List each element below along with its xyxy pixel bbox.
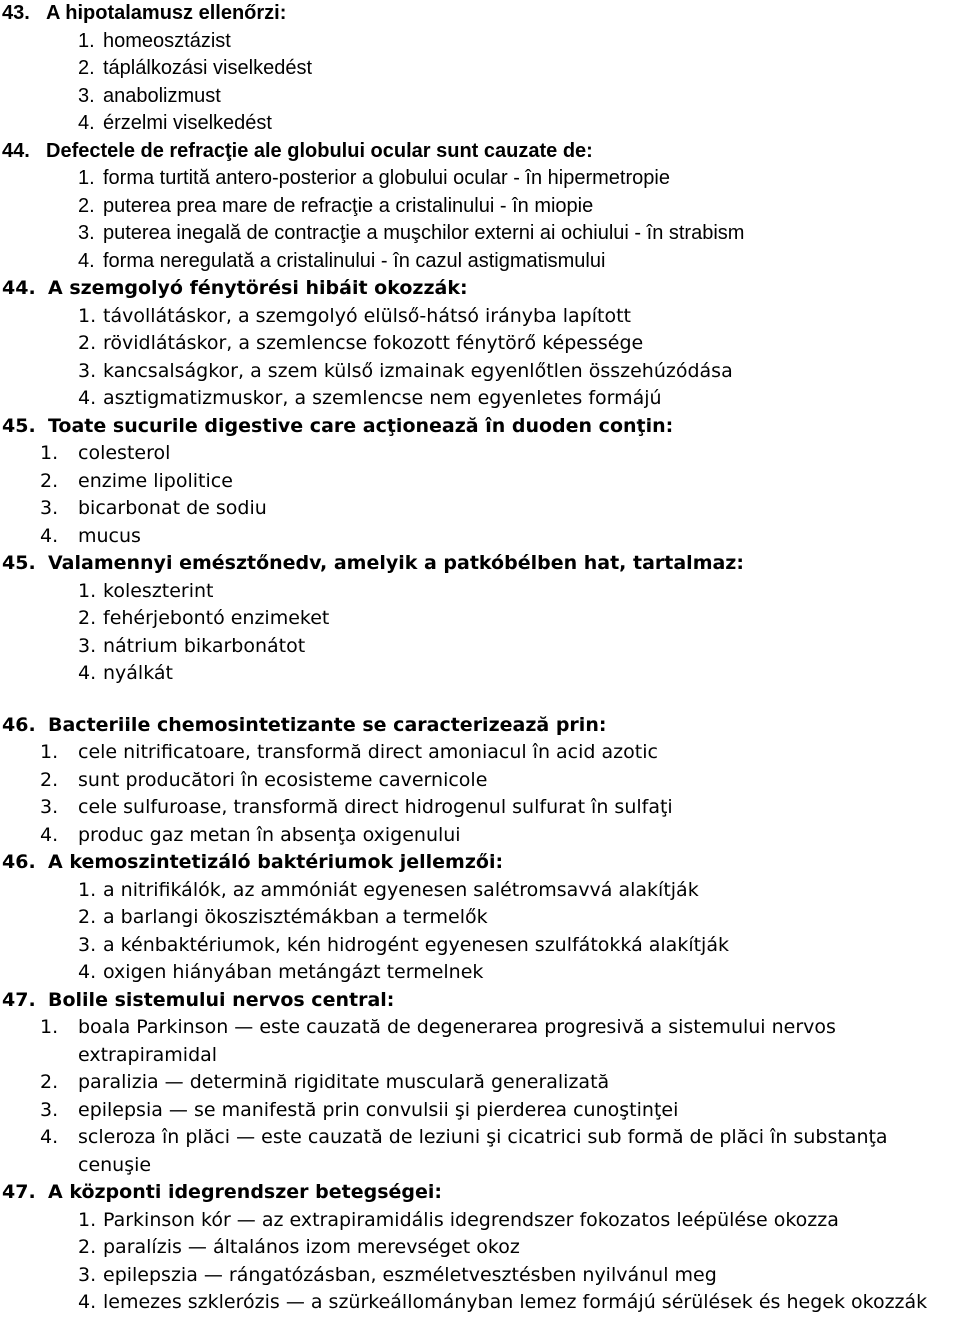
option-number: 2. [40, 469, 59, 492]
option-number: 2. [78, 194, 95, 217]
question-title: Bolile sistemului nervos central: [48, 988, 395, 1011]
option-text: a barlangi ökoszisztémákban a termelők [103, 906, 488, 928]
option-text: kancsalságkor, a szem külső izmainak egyenlőtlen összehúzódása [103, 359, 733, 382]
option-text: fehérjebontó enzimeket [103, 607, 330, 629]
option-text: lemezes szklerózis — a szürkeállományban lemez formájú sérülések és hegek okozzák [103, 1291, 928, 1313]
option-text: cele nitrificatoare, transformă direct amoniacul în acid azotic [78, 741, 658, 763]
answer-option [0, 303, 960, 331]
question-number: 47. [2, 1181, 36, 1203]
question-number: 43. [2, 2, 30, 24]
answer-option [0, 83, 960, 111]
option-text: forma turtită antero-posterior a globului ocular - în hipermetropie [103, 167, 670, 189]
answer-option [0, 1097, 960, 1125]
option-number: 4. [78, 387, 97, 409]
answer-option [0, 1262, 960, 1290]
option-text: nyálkát [103, 662, 173, 684]
option-text: epilepsia — se manifestă prin convulsii şi pierderea cunoştinţei [78, 1098, 679, 1121]
answer-option [0, 633, 960, 661]
option-number: 1. [40, 741, 59, 763]
question-heading [0, 712, 960, 740]
answer-option [0, 468, 960, 496]
answer-option [0, 330, 960, 358]
option-text: puterea inegală de contracţie a muşchilor externi ai ochiului - în strabism [103, 222, 745, 244]
option-number: 2. [40, 768, 59, 791]
question-heading [0, 275, 960, 303]
question-title: Defectele de refracţie ale globului ocular sunt cauzate de: [46, 139, 593, 162]
answer-option [0, 794, 960, 822]
option-number: 4. [78, 249, 95, 272]
option-text: puterea prea mare de refracţie a cristalinului - în miopie [103, 194, 594, 217]
option-number: 4. [78, 112, 95, 134]
question-title: Toate sucurile digestive care acţionează în duoden conţin: [48, 414, 674, 437]
answer-option [0, 1289, 960, 1317]
option-number: 2. [78, 607, 97, 629]
option-text: cele sulfuroase, transformă direct hidrogenul sulfurat în sulfaţi [78, 796, 673, 818]
question-heading [0, 550, 960, 578]
answer-option [0, 578, 960, 606]
option-number: 1. [78, 167, 95, 189]
option-text: sunt producători în ecosisteme cavernicole [78, 768, 488, 791]
option-text: oxigen hiányában metángázt termelnek [103, 961, 484, 983]
option-text: paralízis — általános izom merevséget okoz [103, 1236, 520, 1258]
answer-option [0, 959, 960, 987]
answer-option [0, 523, 960, 551]
option-text: távollátáskor, a szemgolyó elülső-hátsó irányba lapított [103, 304, 631, 327]
option-number: 3. [40, 1098, 59, 1121]
question-number: 47. [2, 988, 36, 1011]
option-text: boala Parkinson — este cauzată de degenerarea progresivă a sistemului nervos extrapiramidal [78, 1016, 836, 1066]
question-heading [0, 413, 960, 441]
question-block [0, 275, 960, 413]
question-heading [0, 987, 960, 1015]
answer-option [0, 1014, 960, 1069]
option-text: paralizia — determină rigiditate musculară generalizată [78, 1071, 610, 1093]
answer-option [0, 220, 960, 248]
option-text: enzime lipolitice [78, 469, 233, 492]
answer-option [0, 1234, 960, 1262]
question-title: A hipotalamusz ellenőrzi: [46, 2, 287, 24]
answer-option [0, 605, 960, 633]
option-number: 1. [78, 579, 97, 602]
question-title: Valamennyi emésztőnedv, amelyik a patkóbélben hat, tartalmaz: [48, 552, 744, 574]
option-text: colesterol [78, 442, 171, 464]
question-heading [0, 849, 960, 877]
option-text: anabolizmust [103, 84, 221, 107]
answer-option [0, 193, 960, 221]
answer-option [0, 495, 960, 523]
question-block [0, 987, 960, 1180]
question-block [0, 849, 960, 987]
question-title: A kemoszintetizáló baktériumok jellemzői: [48, 851, 504, 873]
option-text: bicarbonat de sodiu [78, 497, 267, 519]
option-number: 3. [78, 84, 95, 107]
option-number: 4. [78, 1291, 97, 1313]
option-text: táplálkozási viselkedést [103, 57, 312, 79]
question-number: 44. [2, 277, 36, 299]
answer-option [0, 932, 960, 960]
option-text: Parkinson kór — az extrapiramidális idegrendszer fokozatos leépülése okozza [103, 1208, 839, 1231]
question-title: A központi idegrendszer betegségei: [48, 1181, 443, 1203]
question-block [0, 138, 960, 276]
question-title: A szemgolyó fénytörési hibáit okozzák: [48, 277, 468, 299]
answer-option [0, 440, 960, 468]
answer-option [0, 248, 960, 276]
option-number: 1. [40, 442, 59, 464]
option-number: 3. [78, 634, 97, 657]
question-heading [0, 0, 960, 28]
answer-option [0, 110, 960, 138]
option-text: a nitrifikálók, az ammóniát egyenesen salétromsavvá alakítják [103, 878, 699, 901]
answer-option [0, 1124, 960, 1179]
option-number: 4. [40, 823, 59, 846]
option-number: 4. [40, 1126, 59, 1148]
answer-option [0, 28, 960, 56]
option-number: 1. [78, 878, 97, 901]
option-text: forma neregulată a cristalinului - în cazul astigmatismului [103, 249, 606, 272]
answer-option [0, 165, 960, 193]
answer-option [0, 660, 960, 688]
question-block [0, 0, 960, 138]
option-number: 4. [78, 662, 97, 684]
option-number: 4. [78, 961, 97, 983]
section-spacer [0, 688, 960, 712]
question-number: 44. [2, 139, 30, 162]
answer-option [0, 1069, 960, 1097]
question-block [0, 550, 960, 688]
answer-option [0, 739, 960, 767]
question-number: 45. [2, 414, 36, 437]
option-number: 2. [78, 1236, 97, 1258]
option-text: a kénbaktériumok, kén hidrogént egyenesen szulfátokká alakítják [103, 933, 729, 956]
option-number: 1. [78, 304, 97, 327]
option-text: nátrium bikarbonátot [103, 634, 306, 657]
option-number: 3. [78, 1263, 97, 1286]
option-number: 2. [40, 1071, 59, 1093]
option-text: produc gaz metan în absenţa oxigenului [78, 823, 461, 846]
option-number: 3. [40, 796, 59, 818]
option-text: koleszterint [103, 579, 214, 602]
question-number: 46. [2, 713, 36, 736]
question-number: 46. [2, 851, 36, 873]
option-number: 4. [40, 524, 59, 547]
option-number: 2. [78, 332, 97, 354]
question-block [0, 413, 960, 551]
answer-option [0, 1207, 960, 1235]
answer-option [0, 358, 960, 386]
option-text: érzelmi viselkedést [103, 112, 272, 134]
option-number: 1. [78, 1208, 97, 1231]
option-number: 3. [40, 497, 59, 519]
option-number: 1. [78, 29, 95, 52]
option-number: 2. [78, 57, 95, 79]
option-text: mucus [78, 524, 141, 547]
answer-option [0, 385, 960, 413]
option-text: asztigmatizmuskor, a szemlencse nem egyenletes formájú [103, 387, 662, 409]
option-text: homeosztázist [103, 29, 231, 52]
option-text: epilepszia — rángatózásban, eszméletvesztésben nyilvánul meg [103, 1263, 717, 1286]
question-title: Bacteriile chemosintetizante se caracterizează prin: [48, 713, 607, 736]
option-number: 3. [78, 933, 97, 956]
question-number: 45. [2, 552, 36, 574]
option-number: 3. [78, 359, 97, 382]
question-heading [0, 138, 960, 166]
option-text: rövidlátáskor, a szemlencse fokozott fénytörő képessége [103, 332, 644, 354]
option-number: 3. [78, 222, 95, 244]
answer-option [0, 822, 960, 850]
option-number: 1. [40, 1016, 59, 1038]
question-heading [0, 1179, 960, 1207]
question-block [0, 1179, 960, 1317]
question-block [0, 712, 960, 850]
option-text: scleroza în plăci — este cauzată de leziuni şi cicatrici sub formă de plăci în substanţa cenuşie [78, 1126, 888, 1176]
answer-option [0, 55, 960, 83]
answer-option [0, 877, 960, 905]
answer-option [0, 767, 960, 795]
answer-option [0, 904, 960, 932]
option-number: 2. [78, 906, 97, 928]
